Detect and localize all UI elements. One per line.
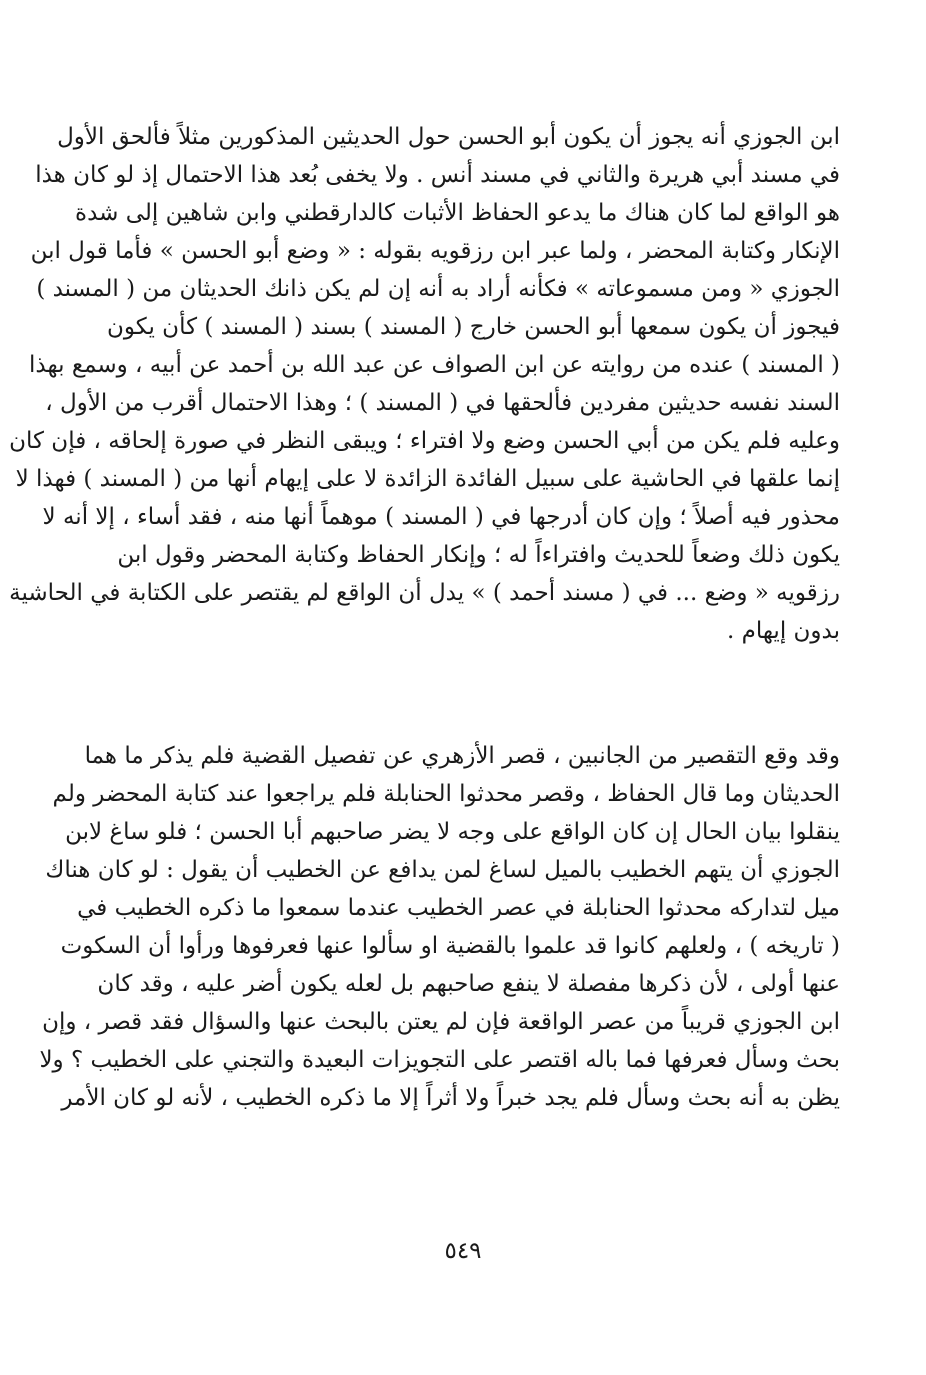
text-line: الإنكار وكتابة المحضر ، ولما عبر ابن رزقويه بقوله : « وضع أبو الحسن » فأما قول ابن — [30, 238, 840, 264]
text-line: بدون إيهام . — [726, 618, 840, 644]
text-line: ينقلوا بيان الحال إن كان الواقع على وجه لا يضر صاحبهم أبا الحسن ؛ فلو ساغ لابن — [65, 819, 840, 845]
text-line: وعليه فلم يكن من أبي الحسن وضع ولا افتراء ؛ ويبقى النظر في صورة إلحاقه ، فإن كان — [9, 428, 840, 454]
page-number: ٥٤٩ — [444, 1238, 482, 1264]
text-line: السند نفسه حديثين مفردين فألحقها في ( المسند ) ؛ وهذا الاحتمال أقرب من الأول ، — [45, 390, 840, 416]
text-line: ( تاريخه ) ، ولعلهم كانوا قد علموا بالقضية او سألوا عنها فعرفوها ورأوا أن السكوت — [60, 933, 840, 959]
text-line: بحث وسأل فعرفها فما باله اقتصر على التجويزات البعيدة والتجني على الخطيب ؟ ولا — [39, 1047, 840, 1073]
text-line: هو الواقع لما كان هناك ما يدعو الحفاظ الأثبات كالدارقطني وابن شاهين إلى شدة — [75, 200, 840, 226]
text-line: ابن الجوزي قريباً من عصر الواقعة فإن لم يعتن بالبحث عنها والسؤال فقد قصر ، وإن — [42, 1009, 840, 1035]
text-line: يكون ذلك وضعاً للحديث وافتراءاً له ؛ وإنكار الحفاظ وكتابة المحضر وقول ابن — [117, 542, 840, 568]
text-line: محذور فيه أصلاً ؛ وإن كان أدرجها في ( المسند ) موهماً أنها منه ، فقد أساء ، إلا أنه لا — [42, 504, 840, 530]
text-line: ميل لتداركه محدثوا الحنابلة في عصر الخطيب عندما سمعوا ما ذكره الخطيب في — [77, 895, 840, 921]
text-line: إنما علقها في الحاشية على سبيل الفائدة الزائدة لا على إيهام أنها من ( المسند ) فهذا لا — [15, 466, 840, 492]
text-line: ابن الجوزي أنه يجوز أن يكون أبو الحسن حول الحديثين المذكورين مثلاً فألحق الأول — [57, 124, 840, 150]
text-line: في مسند أبي هريرة والثاني في مسند أنس . ولا يخفى بُعد هذا الاحتمال إذ لو كان هذا — [35, 162, 840, 188]
text-line: وقد وقع التقصير من الجانبين ، قصر الأزهري عن تفصيل القضية فلم يذكر ما هما — [84, 743, 840, 769]
text-line: يظن به أنه بحث وسأل فلم يجد خبراً ولا أثراً إلا ما ذكره الخطيب ، لأنه لو كان الأمر — [61, 1085, 840, 1111]
paragraph-2 — [39, 737, 840, 1117]
text-line: الحديثان وما قال الحفاظ ، وقصر محدثوا الحنابلة فلم يراجعوا عند كتابة المحضر ولم — [52, 781, 840, 807]
text-line: الجوزي أن يتهم الخطيب بالميل لساغ لمن يدافع عن الخطيب أن يقول : لو كان هناك — [45, 857, 840, 883]
paragraph-1 — [9, 118, 840, 650]
text-line: رزقويه « وضع ... في ( مسند أحمد ) » يدل أن الواقع لم يقتصر على الكتابة في الحاشية — [9, 580, 840, 606]
text-line: الجوزي « ومن مسموعاته » فكأنه أراد به أنه إن لم يكن ذانك الحديثان من ( المسند ) — [36, 276, 840, 302]
text-line: ( المسند ) عنده من روايته عن ابن الصواف عن عبد الله بن أحمد عن أبيه ، وسمع بهذا — [29, 352, 840, 378]
text-line: فيجوز أن يكون سمعها أبو الحسن خارج ( المسند ) بسند ( المسند ) كأن يكون — [107, 314, 840, 340]
text-line: عنها أولى ، لأن ذكرها مفصلة لا ينفع صاحبهم بل لعله يكون أضر عليه ، وقد كان — [97, 971, 840, 997]
